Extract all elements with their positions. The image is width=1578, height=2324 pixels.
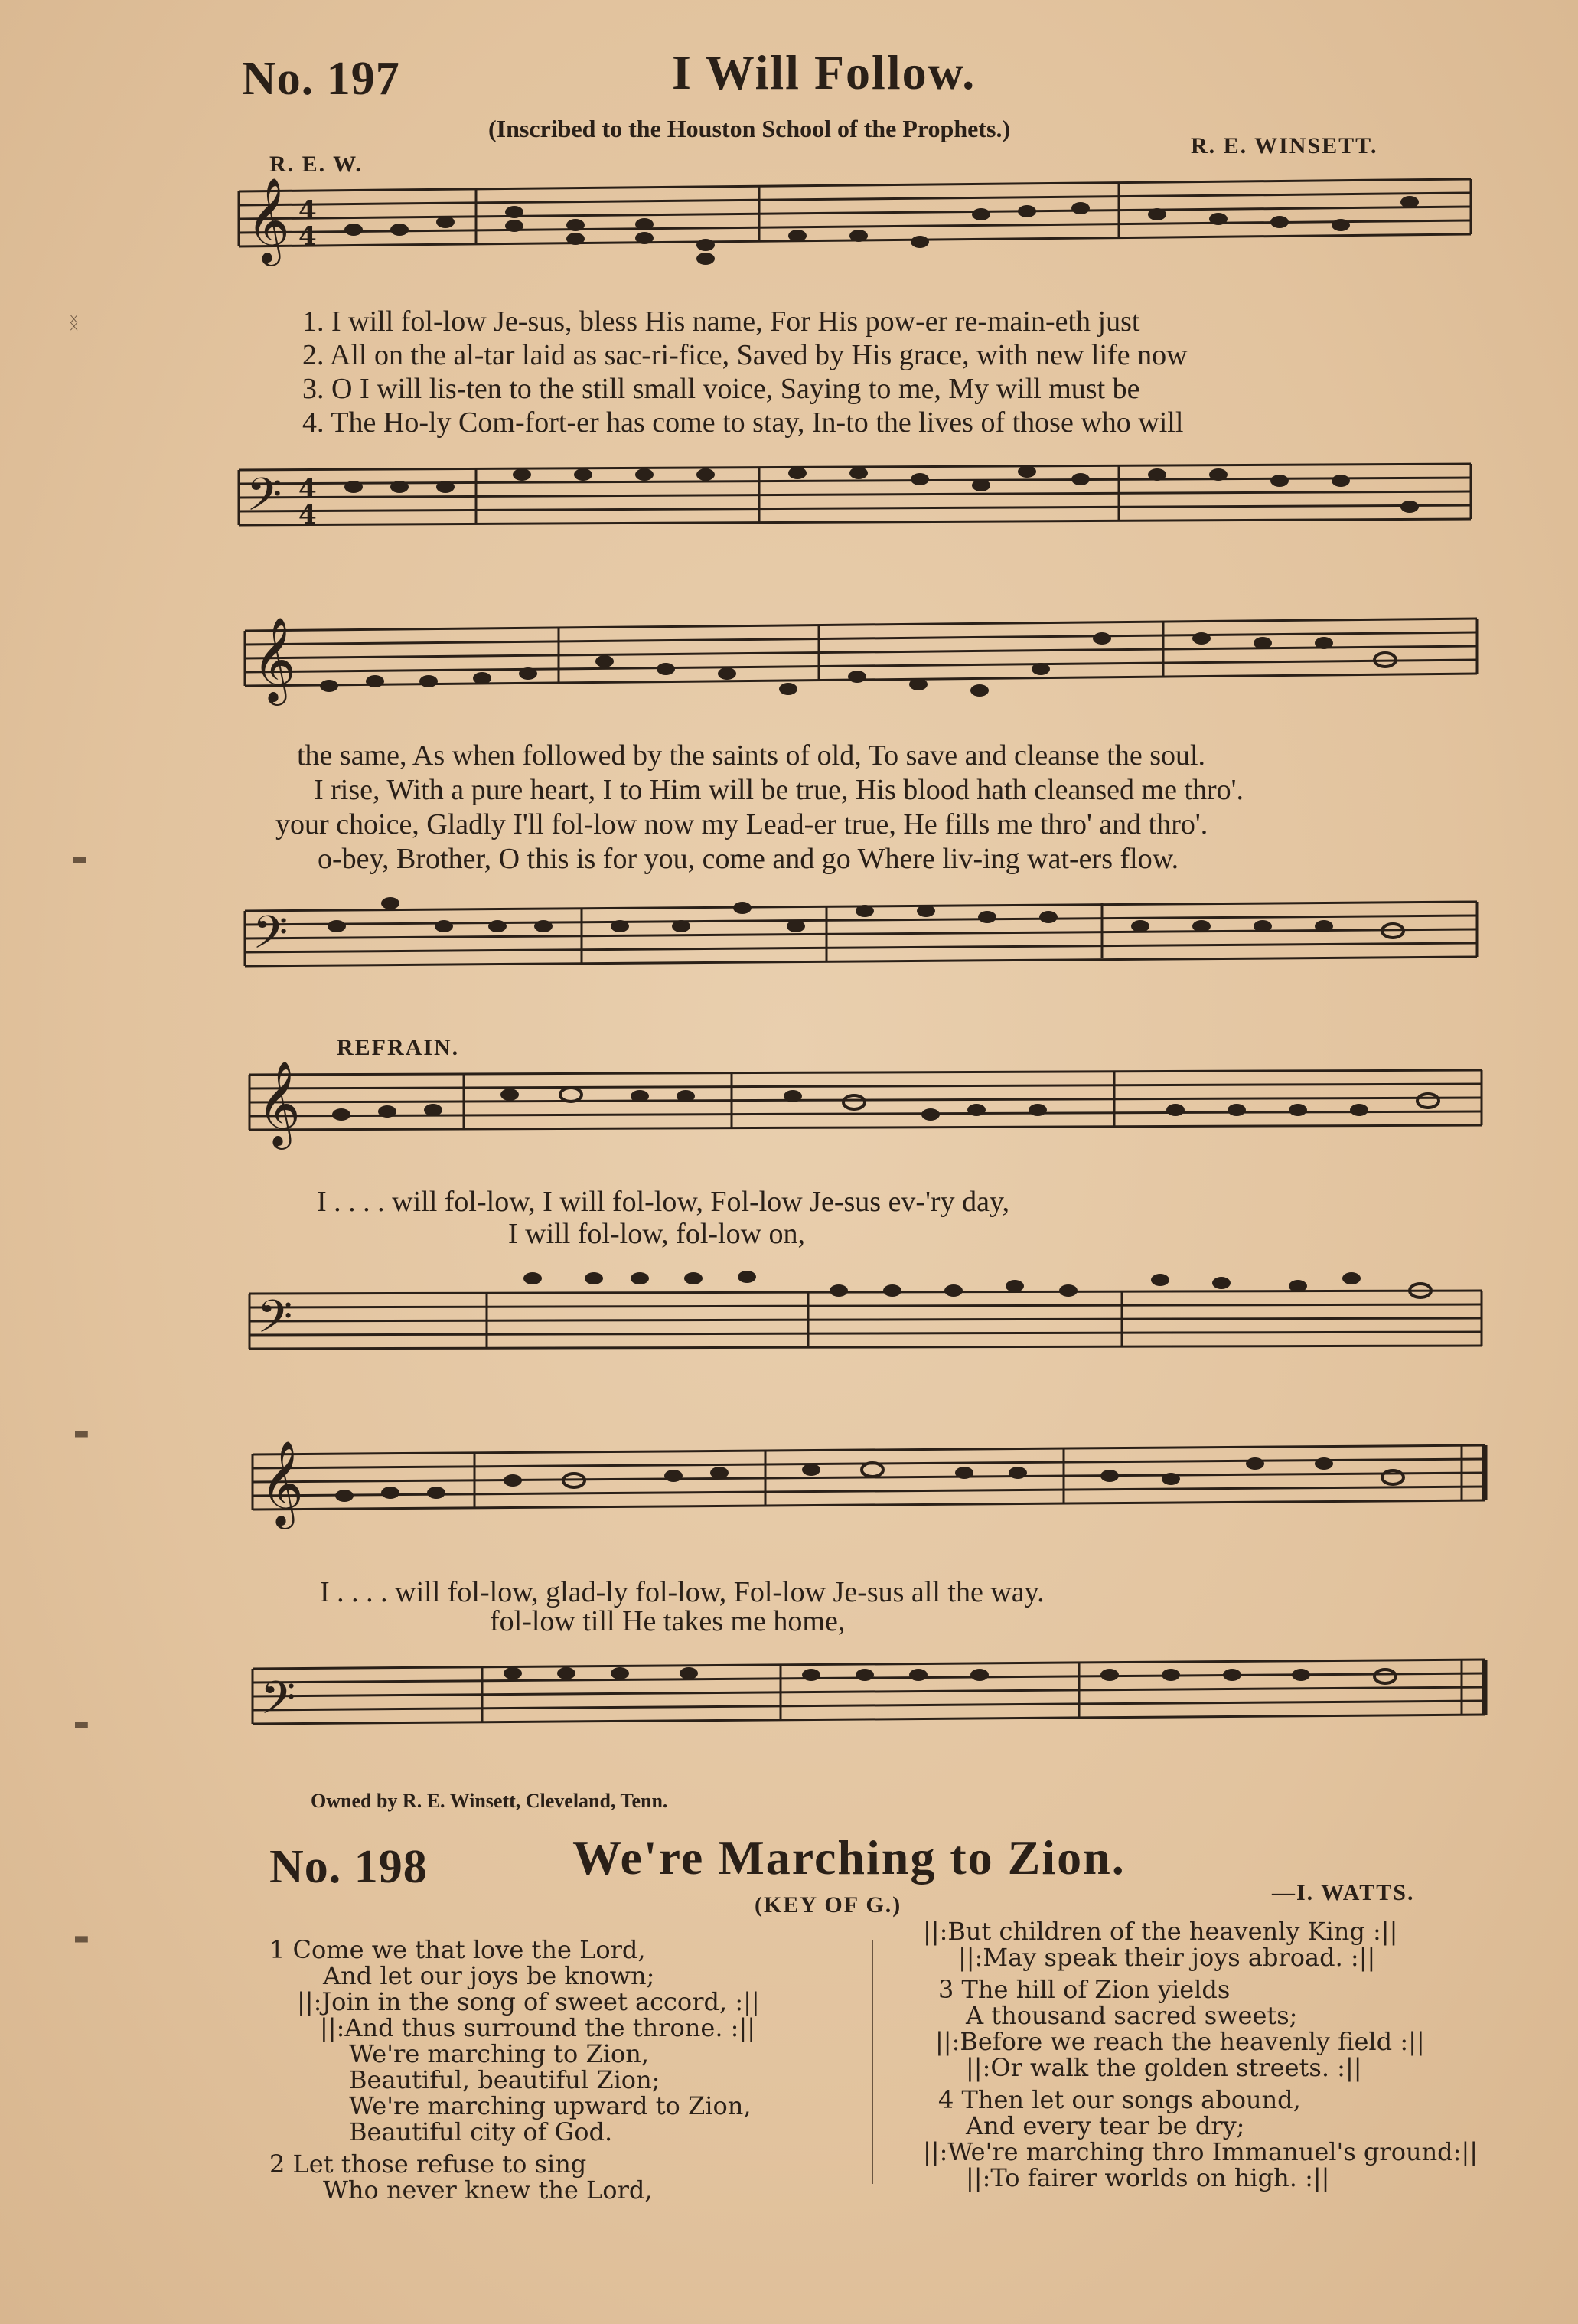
treble-staff-3 [227,1049,1489,1179]
composer-name: R. E. WINSETT. [1191,133,1378,158]
verse1-line2: the same, As when followed by the saints of old, To save and cleanse the soul. [297,739,1206,772]
svg-text:4: 4 [298,195,317,226]
verse-line: And let our joys be known; [323,1961,655,1990]
verse-line: ||:May speak their joys abroad. :|| [958,1943,1376,1972]
bass-staff-3 [227,1255,1489,1401]
svg-text:𝄢: 𝄢 [257,1290,293,1354]
svg-text:𝄞: 𝄞 [260,1440,304,1526]
svg-text:𝄢: 𝄢 [260,1671,296,1735]
lyricist-initials: R. E. W. [269,152,363,177]
verse-line: ||:Before we reach the heavenly field :|| [935,2027,1425,2056]
bass-staff-4 [230,1630,1492,1784]
ownership-note: Owned by R. E. Winsett, Cleveland, Tenn. [311,1790,668,1812]
hymn-author: —I. WATTS. [1272,1880,1415,1905]
refrain-label: REFRAIN. [337,1035,460,1060]
chorus-line: We're marching upward to Zion, [349,2091,752,2120]
verse4-line1: 4. The Ho-ly Com-fort-er has come to stay, In-to the lives of those who will [302,406,1184,439]
bass-staff-1 [216,444,1479,582]
refrain2-line2: fol-low till He takes me home, [490,1605,846,1637]
verse-line: 4 Then let our songs abound, [938,2085,1301,2114]
refrain2-line1: I . . . . will fol-low, glad-ly fol-low, Fol-low Je-sus all the way. [320,1576,1045,1608]
verse-right-column [923,1918,1478,2191]
hymn-key: (KEY OF G.) [755,1892,902,1918]
svg-text:4: 4 [298,221,317,252]
binding-mark: ▬ [73,1929,90,1948]
chorus-line: We're marching to Zion, [349,2039,649,2068]
verse-line: Who never knew the Lord, [323,2175,653,2205]
svg-text:𝄞: 𝄞 [246,177,290,263]
chorus-line: Beautiful city of God. [349,2117,613,2146]
hymn-dedication: (Inscribed to the Houston School of the Prophets.) [488,115,1011,142]
binding-mark: ▬ [73,1424,90,1443]
column-divider [872,1940,873,2184]
verse2-line1: 2. All on the al-tar laid as sac-ri-fice, Saved by His grace, with new life now [302,339,1188,371]
refrain1-line2: I will fol-low, fol-low on, [508,1218,806,1250]
hymn-number: No. 197 [242,53,400,105]
binding-mark: ▬ [73,1715,90,1734]
verse3-line1: 3. O I will lis-ten to the still small voice, Saying to me, My will must be [302,373,1140,405]
hymn-title: I Will Follow. [672,45,976,100]
verse-line: 1 Come we that love the Lord, [269,1935,646,1964]
svg-text:𝄢: 𝄢 [253,906,289,970]
chorus-line: Beautiful, beautiful Zion; [349,2065,660,2094]
verse-line: ||:Or walk the golden streets. :|| [966,2053,1362,2082]
verse-line: ||:Join in the song of sweet accord, :|| [297,1987,760,2016]
verse-line: ||:To fairer worlds on high. :|| [966,2163,1330,2192]
verse3-line2: your choice, Gladly I'll fol-low now my Lead-er true, He fills me thro' and thro'. [275,808,1208,840]
treble-staff-4 [230,1416,1492,1562]
treble-staff-1 [216,168,1479,306]
treble-staff-2 [222,605,1485,743]
verse-line: ||:We're marching thro Immanuel's ground:|| [923,2137,1478,2166]
verse4-line2: o-bey, Brother, O this is for you, come and go Where liv-ing wat-ers flow. [318,843,1179,875]
verse2-line2: I rise, With a pure heart, I to Him will be true, His blood hath cleansed me thro'. [314,774,1244,806]
verse-line: And every tear be dry; [966,2111,1245,2140]
binding-mark: ᛝ [69,314,80,333]
refrain1-line1: I . . . . will fol-low, I will fol-low, Fol-low Je-sus ev-'ry day, [317,1186,1009,1218]
svg-text:𝄞: 𝄞 [257,1060,301,1146]
verse-line: ||:But children of the heavenly King :|| [923,1917,1398,1946]
hymn-number-198: No. 198 [269,1841,428,1893]
svg-text:4: 4 [298,474,317,504]
hymn-title-198: We're Marching to Zion. [572,1830,1126,1885]
svg-text:4: 4 [298,500,317,530]
verse-line: ||:And thus surround the throne. :|| [320,2013,755,2042]
verse-line: A thousand sacred sweets; [966,2001,1298,2030]
verse-left-column [269,1937,760,2203]
bass-staff-2 [222,880,1485,1018]
svg-text:𝄞: 𝄞 [253,616,296,702]
binding-mark: ▬ [72,850,88,869]
verse-line: 3 The hill of Zion yields [938,1975,1231,2004]
verse1-line1: 1. I will fol-low Je-sus, bless His name, For His pow-er re-main-eth just [302,305,1140,338]
verse-line: 2 Let those refuse to sing [269,2149,587,2179]
svg-text:𝄢: 𝄢 [246,468,282,532]
